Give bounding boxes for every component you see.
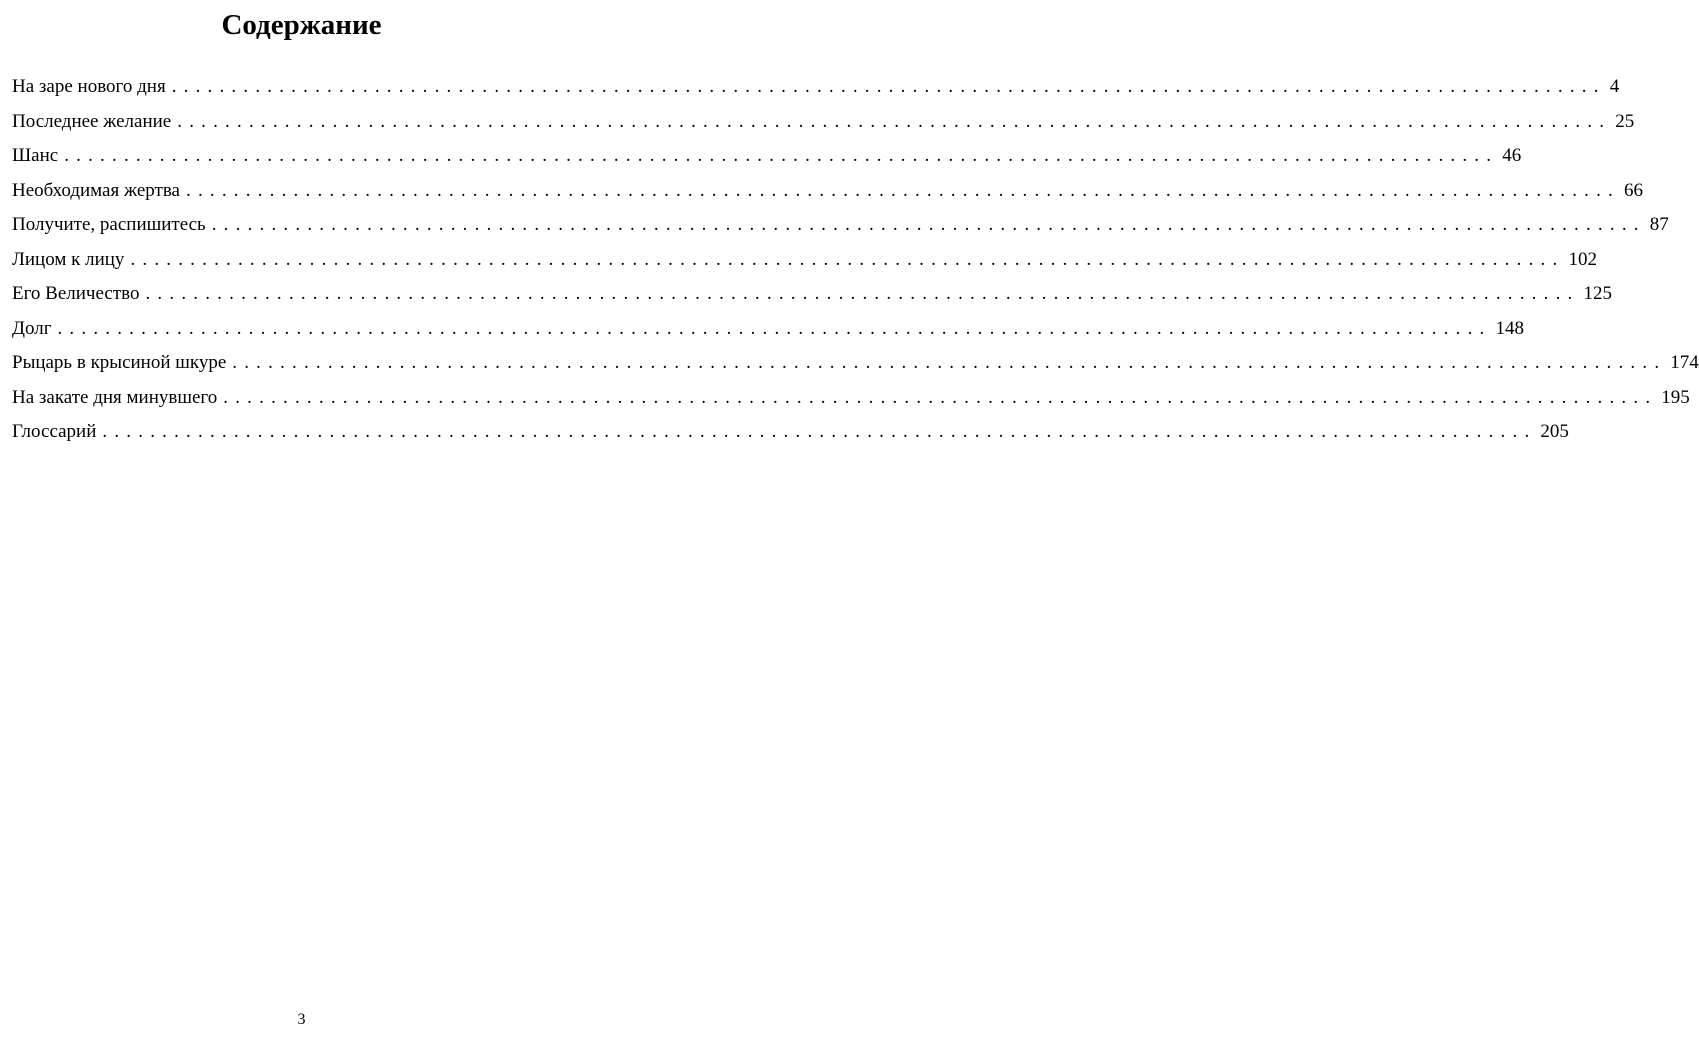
dot-leader: ........................................................................................................................ — [177, 110, 1612, 132]
table-of-contents — [12, 70, 1699, 450]
toc-entry-title: Необходимая жертва — [12, 179, 180, 201]
toc-entry — [12, 105, 1635, 140]
page-number: 3 — [297, 1011, 306, 1028]
toc-entry — [12, 70, 1620, 105]
toc-entry-page: 174 — [1670, 352, 1699, 373]
dot-leader: ........................................................................................................................ — [171, 76, 1606, 97]
toc-entry-page: 25 — [1615, 110, 1635, 132]
dot-leader: ........................................................................................................................ — [211, 214, 1646, 235]
toc-entry-title: Его Величество — [12, 283, 140, 304]
toc-entry-page: 87 — [1649, 214, 1669, 235]
toc-entry-title: Рыцарь в крысиной шкуре — [12, 352, 227, 373]
dot-leader: ........................................................................................................................ — [223, 386, 1658, 408]
toc-entry — [12, 346, 1699, 381]
toc-entry — [12, 312, 1524, 347]
toc-entry-page: 195 — [1661, 386, 1690, 408]
toc-entry-page: 148 — [1495, 317, 1524, 339]
toc-entry-page: 4 — [1609, 76, 1620, 97]
toc-entry-title: На закате дня минувшего — [12, 386, 218, 408]
toc-entry — [12, 277, 1612, 312]
toc-entry-page: 205 — [1540, 421, 1569, 442]
toc-entry-title: Получите, распишитесь — [12, 214, 206, 235]
dot-leader: ........................................................................................................................ — [186, 179, 1620, 201]
toc-entry — [12, 381, 1690, 416]
toc-entry-title: Глоссарий — [12, 421, 97, 442]
toc-entry-title: На заре нового дня — [12, 76, 166, 97]
toc-entry — [12, 243, 1597, 278]
dot-leader: ........................................................................................................................ — [130, 248, 1565, 270]
toc-entry — [12, 174, 1643, 209]
toc-entry-page: 125 — [1583, 283, 1612, 304]
toc-entry-title: Шанс — [12, 145, 59, 166]
dot-leader: ........................................................................................................................ — [57, 317, 1492, 339]
dot-leader: ........................................................................................................................ — [232, 352, 1667, 373]
toc-entry — [12, 208, 1669, 243]
toc-entry-page: 46 — [1502, 145, 1522, 166]
dot-leader: ........................................................................................................................ — [64, 145, 1499, 166]
dot-leader: ........................................................................................................................ — [145, 283, 1580, 304]
toc-entry-title: Последнее желание — [12, 110, 172, 132]
page-title: Содержание — [221, 9, 382, 41]
toc-entry-page: 66 — [1624, 179, 1643, 201]
toc-entry-title: Долг — [12, 317, 52, 339]
toc-entry-title: Лицом к лицу — [12, 248, 125, 270]
toc-entry-page: 102 — [1568, 248, 1597, 270]
toc-entry — [12, 139, 1522, 174]
dot-leader: ........................................................................................................................ — [102, 421, 1537, 442]
toc-entry — [12, 415, 1569, 450]
